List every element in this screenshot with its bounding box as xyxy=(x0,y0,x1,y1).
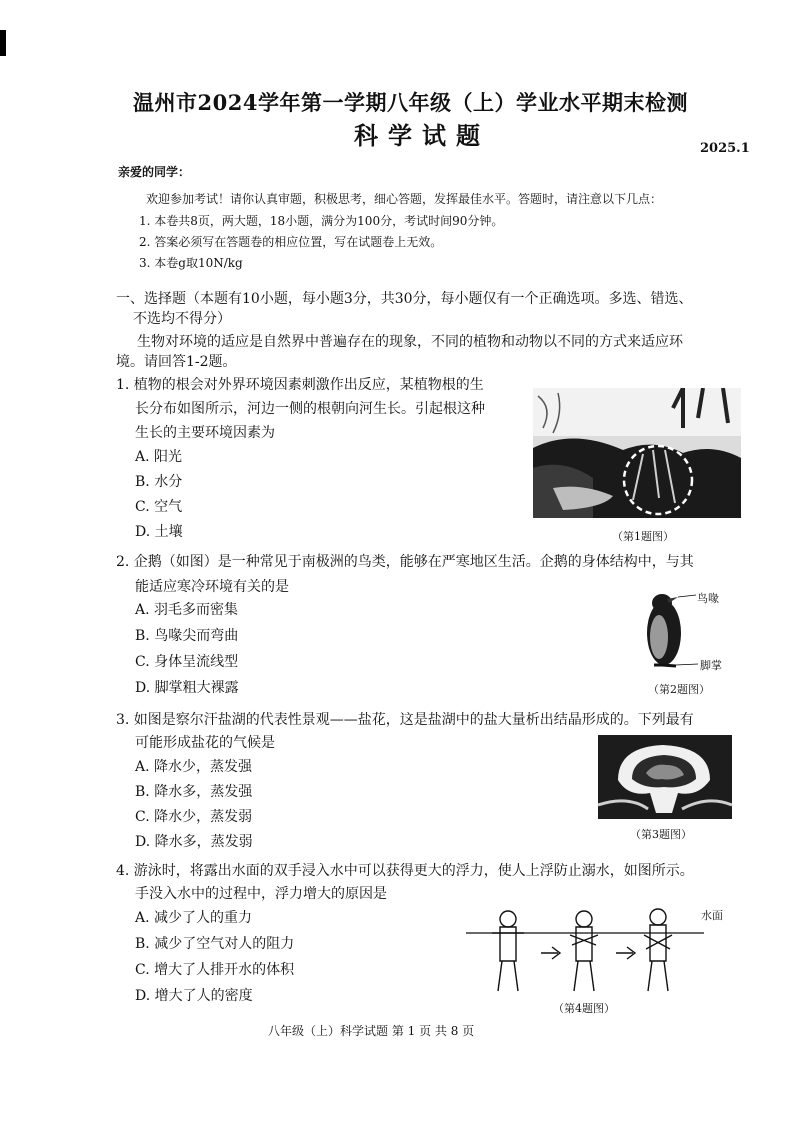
greeting: 亲爱的同学： xyxy=(118,165,191,179)
q2-option-d: D. 脚掌粗大裸露 xyxy=(135,680,239,696)
welcome-text: 欢迎参加考试！请你认真审题，积极思考，细心答题，发挥最佳水平。答题时，请注意以下几点： xyxy=(146,192,663,206)
q3-option-c: C. 降水少，蒸发弱 xyxy=(135,809,253,825)
q2-option-b: B. 鸟喙尖而弯曲 xyxy=(135,628,239,644)
q3-option-d: D. 降水多，蒸发弱 xyxy=(135,834,253,850)
q2-label-beak: 鸟喙 xyxy=(697,592,719,605)
q4-stem-line1: 4. 游泳时，将露出水面的双手浸入水中可以获得更大的浮力，使人上浮防止溺水，如图所示。 xyxy=(116,863,694,879)
q2-stem-line2: 能适应寒冷环境有关的是 xyxy=(135,579,289,595)
q3-option-a: A. 降水少，蒸发强 xyxy=(135,759,253,775)
q3-stem-line1: 3. 如图是察尔汗盐湖的代表性景观——盐花，这是盐湖中的盐大量析出结晶形成的。下列最有 xyxy=(116,712,694,728)
q4-option-b: B. 减少了空气对人的阻力 xyxy=(135,936,295,952)
exam-title: 温州市2024学年第一学期八年级（上）学业水平期末检测 xyxy=(133,90,688,115)
q2-option-a: A. 羽毛多而密集 xyxy=(135,602,239,618)
section-context: 生物对环境的适应是自然界中普遍存在的现象，不同的植物和动物以不同的方式来适应环 xyxy=(137,334,683,350)
q4-figure-swimmers xyxy=(466,905,704,997)
q4-label-water-surface: 水面 xyxy=(701,909,723,922)
q4-option-d: D. 增大了人的密度 xyxy=(135,988,253,1004)
q4-option-c: C. 增大了人排开水的体积 xyxy=(135,962,295,978)
q1-stem-line2: 长分布如图所示，河边一侧的根朝向河生长。引起根这种 xyxy=(135,401,485,417)
q4-option-a: A. 减少了人的重力 xyxy=(135,910,253,926)
q3-figure-salt-flower xyxy=(598,735,732,819)
note-3: 3. 本卷g取10N/kg xyxy=(139,256,243,270)
q1-option-d: D. 土壤 xyxy=(135,524,183,540)
section-heading-cont: 不选均不得分） xyxy=(133,311,231,327)
exam-subtitle: 科学试题 xyxy=(354,121,490,150)
section-heading: 一、选择题（本题有10小题，每小题3分，共30分，每小题仅有一个正确选项。多选、错选、 xyxy=(116,291,693,307)
scan-margin-mark xyxy=(0,30,6,56)
note-2: 2. 答案必须写在答题卷的相应位置，写在试题卷上无效。 xyxy=(139,235,443,249)
q2-option-c: C. 身体呈流线型 xyxy=(135,654,239,670)
q3-caption: （第3题图） xyxy=(630,828,692,841)
section-context-cont: 境。请回答1-2题。 xyxy=(116,354,237,370)
q3-stem-line2: 可能形成盐花的气候是 xyxy=(135,735,275,751)
q1-stem-line3: 生长的主要环境因素为 xyxy=(135,425,275,441)
q1-option-c: C. 空气 xyxy=(135,499,183,515)
q2-label-foot: 脚掌 xyxy=(700,659,722,672)
q2-caption: （第2题图） xyxy=(648,683,710,696)
q1-option-b: B. 水分 xyxy=(135,474,183,490)
q1-figure-roots xyxy=(533,388,741,518)
q2-stem-line1: 2. 企鹅（如图）是一种常见于南极洲的鸟类，能够在严寒地区生活。企鹅的身体结构中，与其 xyxy=(116,554,694,570)
note-1: 1. 本卷共8页，两大题，18小题，满分为100分，考试时间90分钟。 xyxy=(139,214,504,228)
q1-option-a: A. 阳光 xyxy=(135,449,183,465)
q4-stem-line2: 手没入水中的过程中，浮力增大的原因是 xyxy=(135,886,387,902)
q1-caption: （第1题图） xyxy=(612,530,674,543)
page-footer: 八年级（上）科学试题 第 1 页 共 8 页 xyxy=(268,1024,475,1038)
q3-option-b: B. 降水多，蒸发强 xyxy=(135,784,253,800)
q1-stem-line1: 1. 植物的根会对外界环境因素刺激作出反应，某植物根的生 xyxy=(116,377,484,393)
q4-caption: （第4题图） xyxy=(553,1002,615,1015)
exam-date: 2025.1 xyxy=(700,141,750,156)
